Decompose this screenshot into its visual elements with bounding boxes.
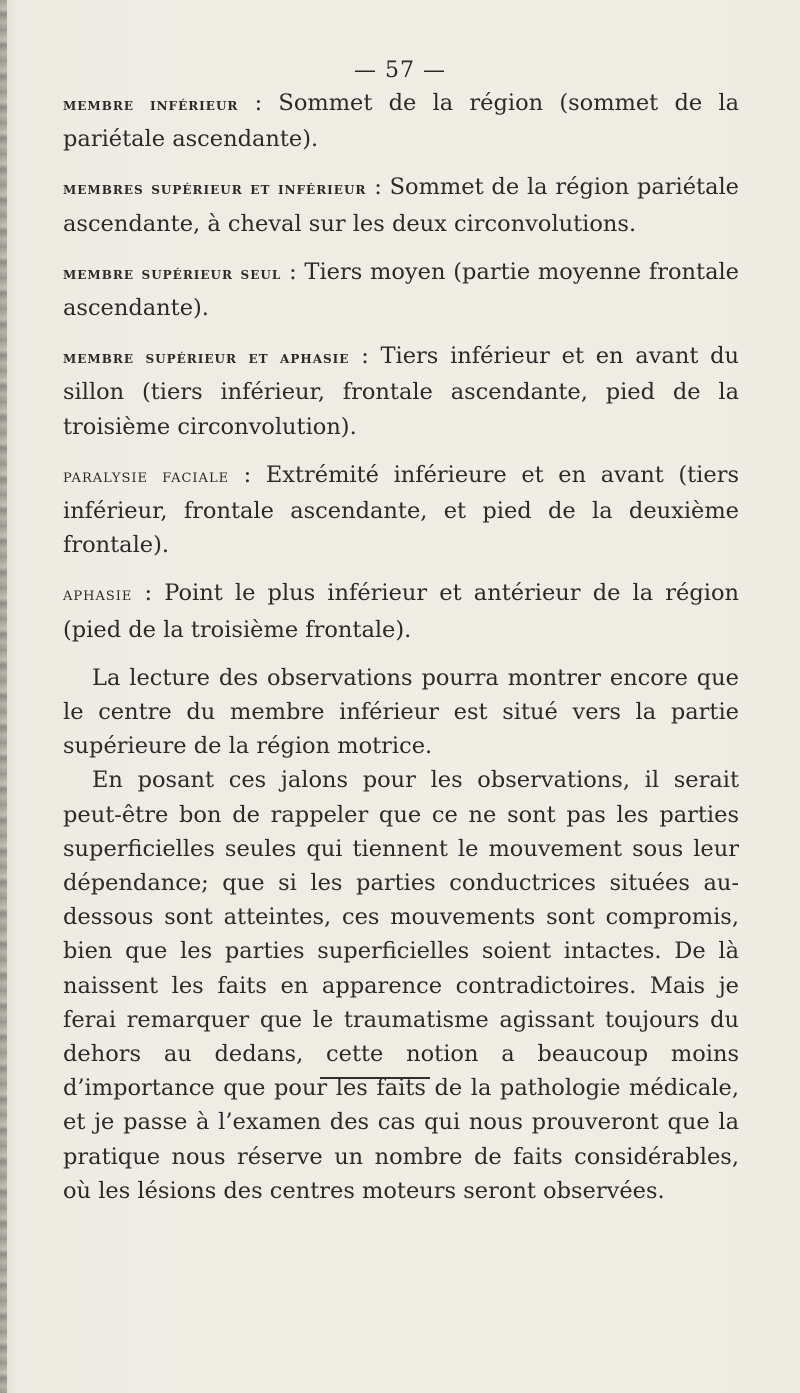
entry-paralysie-faciale xyxy=(63,458,739,563)
entry-text: : Tiers inférieur et en avant du sillon (tiers inférieur, frontale ascendante, pied de la troisième circonvolution). xyxy=(63,343,739,440)
entry-term: membre supérieur seul xyxy=(63,263,282,284)
end-rule xyxy=(320,1077,430,1079)
entry-term: aphasie xyxy=(63,584,133,606)
entry-term: membre supérieur et aphasie xyxy=(63,348,350,369)
text-block xyxy=(63,86,739,1208)
entry-membre-inferieur xyxy=(63,86,739,156)
entry-text: : Sommet de la région pariétale ascendante, à cheval sur les deux circonvolutions. xyxy=(63,174,739,237)
entry-term: paralysie faciale xyxy=(63,465,230,487)
body-paragraph-2: En posant ces jalons pour les observations, il serait peut-être bon de rappeler que ce ne sont pas les parties superficielles seules qui tiennent le mouvement sous leur dépendance; que si les parties conductrices situées au-dessous sont atteintes, ces mouvements sont compromis, bien que les parties superficielles soient intactes. De là naissent les faits en apparence contradictoires. Mais je ferai remarquer que le traumatisme agissant toujours du dehors au dedans, cette notion a beaucoup moins d’importance que pour les faits de la pathologie médicale, et je passe à l’examen des cas qui nous prouveront que la pratique nous réserve un nombre de faits considérables, où les lésions des centres moteurs seront observées. xyxy=(63,767,739,1204)
entry-aphasie xyxy=(63,576,739,646)
entry-text: : Tiers moyen (partie moyenne frontale ascendante). xyxy=(63,258,740,322)
page-number: — 57 — xyxy=(354,58,446,83)
body-paragraph-1: La lecture des observations pourra montrer encore que le centre du membre inférieur est situé vers la partie supérieure de la région motrice. xyxy=(63,664,739,760)
entry-term: membre inférieur xyxy=(63,95,239,115)
entry-text: : Extrémité inférieure et en avant (tiers inférieur, frontale ascendante, et pied de la deuxième frontale). xyxy=(63,461,739,559)
entry-text: : Point le plus inférieur et antérieur de la région (pied de la troisième frontale). xyxy=(63,580,739,643)
entry-membre-superieur-seul xyxy=(63,255,739,325)
entry-membre-superieur-aphasie xyxy=(63,339,739,444)
binding-edge xyxy=(0,0,7,1393)
entry-term: membres supérieur et inférieur xyxy=(63,179,367,200)
entry-text: : Sommet de la région (sommet de la pariétale ascendante). xyxy=(63,90,739,153)
entry-membres-superieur-inferieur xyxy=(63,170,739,240)
